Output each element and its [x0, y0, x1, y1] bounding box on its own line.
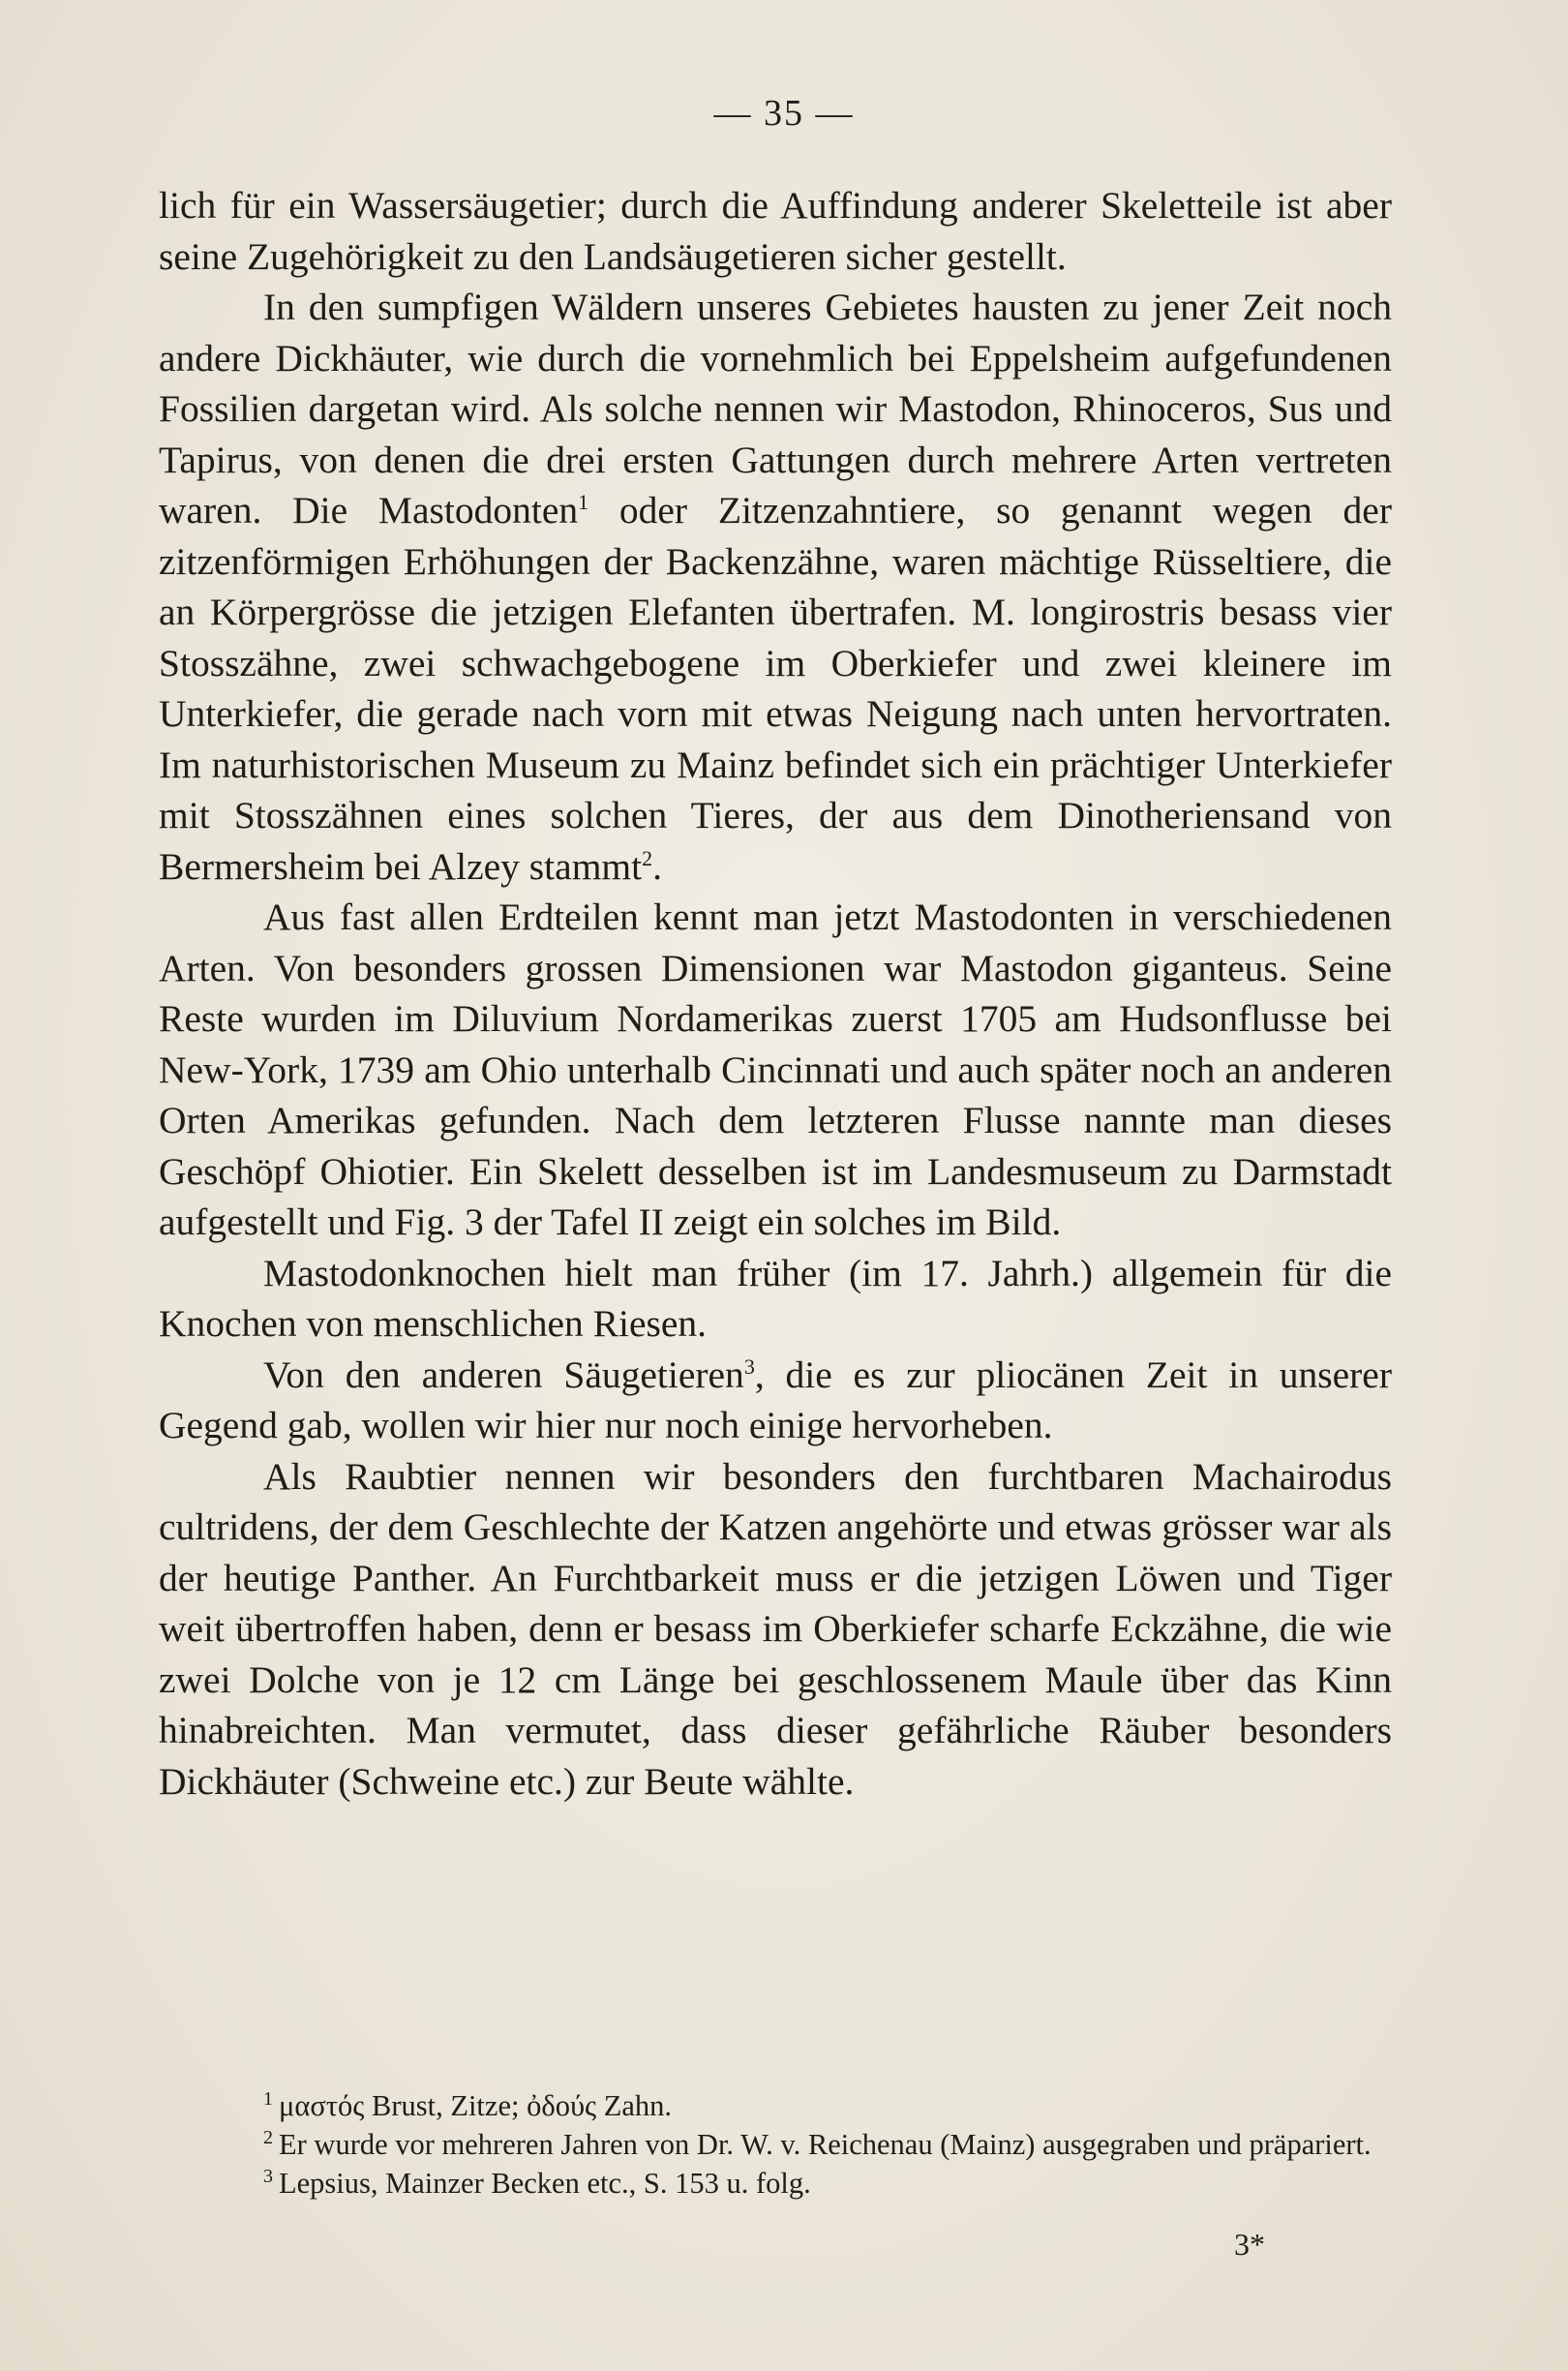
paragraph-p5	[159, 1350, 1392, 1451]
footnote-reference: 3	[743, 1353, 755, 1379]
footnote-mark: 2	[263, 2126, 273, 2148]
paragraph-p2	[159, 282, 1392, 892]
text-segment: lich für ein Wassersäugetier; durch die Auffindung anderer Skeletteile ist aber seine Zugehörigkeit zu den Landsäugetieren sicher gestellt.	[159, 184, 1392, 278]
paragraph-p3	[159, 892, 1392, 1248]
footnote-text: Er wurde vor mehreren Jahren von Dr. W. v. Reichenau (Mainz) ausgegraben und präpariert.	[279, 2128, 1372, 2161]
paragraph-p6	[159, 1451, 1392, 1808]
page-number: — 35 —	[713, 93, 855, 134]
footnote-reference: 2	[642, 845, 653, 870]
paragraph-p1	[159, 180, 1392, 282]
text-segment: Von den anderen Säugetieren	[263, 1353, 744, 1396]
text-segment: Aus fast allen Erdteilen kennt man jetzt Mastodonten in verschiedenen Arten. Von besonders grossen Dimensionen war Mastodon giganteus. Seine Reste wurden im Diluvium Nordamerikas zuerst 1705 am Hudsonflusse bei New-York, 1739 am Ohio unterhalb Cincinnati und auch später noch an anderen Orten Amerikas gefunden. Nach dem letzteren Flusse nannte man dieses Geschöpf Ohiotier. Ein Skelett desselben ist im Landesmuseum zu Darmstadt aufgestellt und Fig. 3 der Tafel II zeigt ein solches im Bild.	[159, 896, 1392, 1243]
text-segment: Mastodonknochen hielt man früher (im 17. Jahrh.) allgemein für die Knochen von menschlichen Riesen.	[159, 1251, 1392, 1345]
footnote-1	[159, 2086, 1392, 2125]
text-segment: Als Raubtier nennen wir besonders den furchtbaren Machairodus cultridens, der dem Geschlechte der Katzen angehörte und etwas grösser war als der heutige Panther. An Furchtbarkeit muss er die jetzigen Löwen und Tiger weit übertroffen haben, denn er besass im Oberkiefer scharfe Eckzähne, die wie zwei Dolche von je 12 cm Länge bei geschlossenem Maule über das Kinn hinabreichten. Man vermutet, dass dieser gefährliche Räuber besonders Dickhäuter (Schweine etc.) zur Beute wählte.	[159, 1454, 1392, 1803]
text-segment: In den sumpfigen Wäldern unseres Gebietes hausten zu jener Zeit noch andere Dickhäuter, wie durch die vornehmlich bei Eppelsheim aufgefundenen Fossilien dargetan wird. Als solche nennen wir Mastodon, Rhinoceros, Sus und Tapirus, von denen die drei ersten Gattungen durch mehrere Arten vertreten waren. Die Mastodonten	[159, 286, 1392, 532]
text-segment: oder Zitzenzahntiere, so genannt wegen der zitzenförmigen Erhöhungen der Backenzähne, waren mächtige Rüsseltiere, die an Körpergrösse die jetzigen Elefanten übertrafen. M. longirostris besass vier Stosszähne, zwei schwachgebogene im Oberkiefer und zwei kleinere im Unterkiefer, die gerade nach vorn mit etwas Neigung nach unten hervortraten. Im naturhistorischen Museum zu Mainz befindet sich ein prächtiger Unterkiefer mit Stosszähnen eines solchen Tieres, der aus dem Dinotheriensand von Bermersheim bei Alzey stammt	[159, 489, 1392, 888]
text-segment: , die es zur pliocänen Zeit in unserer Gegend gab, wollen wir hier nur noch einige hervorheben.	[159, 1353, 1392, 1446]
paragraph-p4	[159, 1248, 1392, 1350]
footnote-3	[159, 2164, 1392, 2203]
text-segment: .	[652, 844, 662, 888]
footnote-text: μαστός Brust, Zitze; ὀδούς Zahn.	[279, 2089, 673, 2122]
footnote-reference: 1	[578, 489, 589, 514]
footnote-2	[159, 2125, 1392, 2164]
body-text	[159, 180, 1392, 1807]
footnote-text: Lepsius, Mainzer Becken etc., S. 153 u. folg.	[279, 2167, 811, 2200]
signature-mark: 3*	[1234, 2227, 1265, 2262]
footnote-mark: 3	[263, 2165, 273, 2187]
footnotes	[159, 2086, 1392, 2203]
footnote-mark: 1	[263, 2087, 273, 2110]
